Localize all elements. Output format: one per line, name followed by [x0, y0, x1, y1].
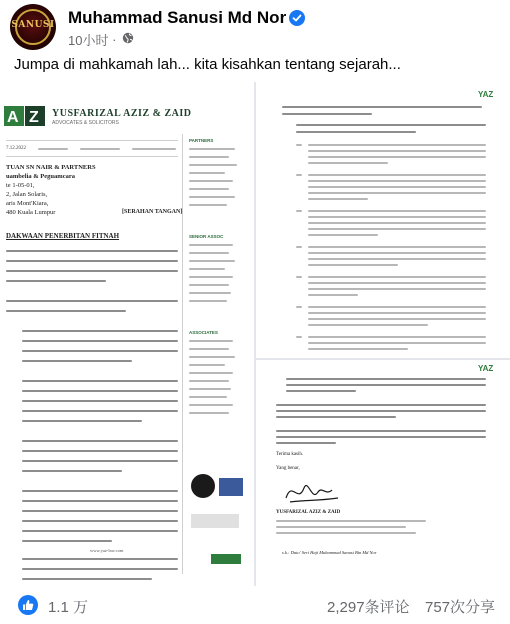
cc-line: s.k.: Dato' Seri Haji Muhammad Sanusi Bin Md Nor — [282, 550, 377, 555]
sidebar-partners-heading: PARTNERS — [189, 138, 214, 143]
globe-icon[interactable] — [122, 32, 134, 47]
reaction-count[interactable]: 1.1 万 — [48, 599, 89, 616]
certificate-badge-icon — [219, 478, 243, 496]
firm-website: www.yaz-law.com — [90, 548, 124, 553]
letter-subject: DAKWAAN PENERBITAN FITNAH — [6, 232, 120, 240]
svg-text:Z: Z — [29, 109, 39, 126]
yaz-logo: YAZ — [478, 90, 494, 99]
letter-date: 7.12.2022 — [6, 146, 26, 151]
addressee-line-3: te 1-05-01, — [6, 182, 35, 189]
addressee-line-6: 480 Kuala Lumpur — [6, 209, 56, 216]
avatar-text: SANUSI — [11, 20, 55, 30]
letter-page-2[interactable] — [256, 82, 510, 358]
post-header — [0, 0, 510, 56]
firm-logo-icon — [4, 104, 48, 130]
post-text: Jumpa di mahkamah lah... kita kisahkan tentang sejarah... — [14, 56, 401, 73]
firm-name: YUSFARIZAL AZIZ & ZAID — [52, 108, 192, 119]
image-grid — [0, 82, 510, 586]
firm-subtitle: ADVOCATES & SOLICITORS — [52, 120, 119, 126]
signatory-name: YUSFARIZAL AZIZ & ZAID — [276, 510, 341, 515]
yaz-logo-2: YAZ — [478, 364, 494, 373]
comment-count[interactable]: 2,297条评论 — [327, 599, 410, 616]
partners-sidebar — [182, 134, 252, 574]
sidebar-senior-heading: SENIOR ASSOC — [189, 234, 224, 239]
letter-page-3[interactable] — [256, 360, 510, 586]
yours-text: Yang benar, — [276, 466, 300, 471]
sidebar-associates-heading: ASSOCIATES — [189, 330, 218, 335]
svg-text:A: A — [7, 109, 19, 126]
addressee-line-4: 2, Jalan Solaris, — [6, 191, 48, 198]
award-badge-icon — [191, 474, 215, 498]
addressee-line-1: TUAN SN NAIR & PARTNERS — [6, 164, 96, 171]
share-count[interactable]: 757次分享 — [425, 599, 496, 616]
closing-text: Terima kasih. — [276, 452, 304, 457]
post-footer — [0, 590, 510, 624]
addressee-line-2: uambelia & Peguamcara — [6, 173, 75, 180]
post-timestamp[interactable]: 10小时 — [68, 33, 109, 48]
letter-page-1[interactable] — [0, 82, 254, 586]
hand-delivery-label: [SERAHAN TANGAN] — [122, 209, 183, 215]
post-meta — [68, 30, 134, 49]
footer-logo-icon — [211, 554, 241, 564]
accreditation-badge-icon — [191, 514, 239, 528]
signature-icon — [282, 474, 342, 508]
thumbs-up-icon[interactable] — [18, 595, 38, 615]
meta-separator: · — [112, 32, 117, 47]
avatar[interactable] — [10, 4, 56, 50]
addressee-line-5: aris Mont'Kiara, — [6, 200, 49, 207]
author-name[interactable]: Muhammad Sanusi Md Nor — [68, 8, 287, 27]
verified-badge-icon — [289, 10, 305, 26]
